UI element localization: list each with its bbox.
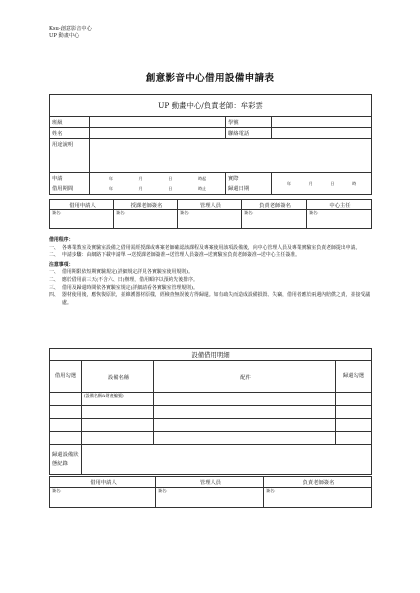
return-date-label: 歸還日期 [228,185,250,192]
accessory-field[interactable] [154,419,336,432]
return-checkbox[interactable] [336,419,372,432]
class-field[interactable] [90,117,226,128]
student-id-field[interactable] [272,117,372,128]
borrow-checkbox[interactable] [50,432,82,445]
borrow-checkbox[interactable] [50,393,82,406]
date-time-end: 時止 [197,185,207,191]
procedure-item: 一、 各專業教室及實驗室設備之借用需經授課或專案老師確認該課程及專案使用該項設備後，向中心管理人員及專業實驗室負責老師提出申請。 [49,244,361,251]
return-checkbox[interactable] [336,406,372,419]
page-title: 創意影音中心借用設備申請表 [145,73,275,84]
return-status-label: 歸還設備狀態紀錄 [50,445,82,475]
date-year: 年 [286,180,291,186]
sign-header-applicant: 借用申請人 [50,200,114,210]
return-check-header: 歸還勾選 [336,361,372,393]
date-day: 日 [330,180,335,186]
date-month: 月 [138,185,143,191]
bottom-sign-header-manager: 管理人員 [156,477,264,488]
sign-field-teacher[interactable]: 簽名: [242,210,307,229]
purpose-label: 用途說明 [50,139,90,173]
borrow-check-header: 借用勾選 [50,361,82,393]
student-id-label: 學號 [226,117,272,128]
date-day: 日 [168,175,173,181]
caution-item: 三、 借用及歸還時間依各實驗室規定(詳細請看各實驗室管理規則)。 [49,284,198,291]
borrow-checkbox[interactable] [50,406,82,419]
bottom-sign-field-teacher[interactable]: 簽名: [264,488,372,508]
date-day: 日 [168,185,173,191]
return-date-field[interactable] [272,173,372,195]
date-month: 月 [308,180,313,186]
procedure-item: 二、 申請步驟：由網路下載申請單 →送授課老師簽准→送管理人員簽准→送實驗室負責老師簽准→送中心主任簽准。 [49,252,301,259]
name-field[interactable] [90,128,226,139]
sign-header-teacher: 負責老師簽名 [242,200,307,210]
date-hour: 時 [352,180,357,186]
name-label: 姓名 [50,128,90,139]
equipment-name-field[interactable] [82,432,154,445]
phone-field[interactable] [272,128,372,139]
caution-item: 一、 借用期限依短期實驗規定(詳細規定詳見各實驗室使用規則)。 [49,269,193,276]
bottom-sign-header-teacher: 負責老師簽名 [264,477,372,488]
sign-field-instructor[interactable]: 簽名: [114,210,178,229]
date-time-start: 時起 [197,175,207,181]
borrow-checkbox[interactable] [50,419,82,432]
accessory-field[interactable] [154,432,336,445]
return-checkbox[interactable] [336,393,372,406]
sign-header-instructor: 授課老師簽名 [114,200,178,210]
sign-field-director[interactable]: 簽名: [307,210,372,229]
accessory-header: 配件 [154,361,336,393]
actual-label: 實際 [228,175,239,182]
accessory-field[interactable] [154,406,336,419]
notes-section [49,237,371,307]
signature-table-bottom [49,476,372,508]
date-month: 月 [138,175,143,181]
date-year: 年 [108,185,113,191]
return-status-field[interactable] [82,445,372,475]
bottom-sign-field-applicant[interactable]: 簽名: [50,488,156,508]
apply-label: 申請 [52,175,63,182]
return-checkbox[interactable] [336,432,372,445]
center-line: UP 動畫中心/負責老師：牟彩雲 [50,95,372,117]
caution-title: 注意事項： [49,261,74,268]
sign-field-applicant[interactable]: 簽名: [50,210,114,229]
signature-table-top [49,199,372,229]
phone-label: 聯絡電話 [226,128,272,139]
caution-item: 二、 應於借用前三天(不含六、日)辦理，借用順序以預約先後排序。 [49,276,198,283]
class-label: 班級 [50,117,90,128]
borrow-period-label: 借用期間 [52,185,74,192]
equipment-name-field[interactable] [82,419,154,432]
caution-item: 四、 器材使用後，應恢復原狀，並維護器材原樣，經檢查無誤後方得歸還。如有疏失而造成設備損毀、失竊，借用者應於兩週內賠償之責，並接受議處。 [49,292,371,306]
header-dept: UP 動畫中心 [49,33,80,39]
purpose-field[interactable] [90,139,372,173]
equipment-name-example: (設備名稱&財產編號) [82,393,154,406]
header-org: Ksu-創意影音中心 [49,26,92,32]
bottom-sign-header-applicant: 借用申請人 [50,477,156,488]
equipment-title: 設備借用明細 [50,349,372,361]
equipment-name-field[interactable] [82,406,154,419]
accessory-field[interactable] [154,393,336,406]
applicant-form-table [49,94,372,195]
sign-header-director: 中心主任 [307,200,372,210]
equipment-name-header: 設備名稱 [82,361,154,393]
borrow-period-field[interactable] [90,173,226,195]
sign-header-manager: 管理人員 [178,200,242,210]
sign-field-manager[interactable]: 簽名: [178,210,242,229]
equipment-table [49,348,372,475]
bottom-sign-field-manager[interactable]: 簽名: [156,488,264,508]
date-year: 年 [108,175,113,181]
procedure-title: 借用程序： [49,237,74,243]
